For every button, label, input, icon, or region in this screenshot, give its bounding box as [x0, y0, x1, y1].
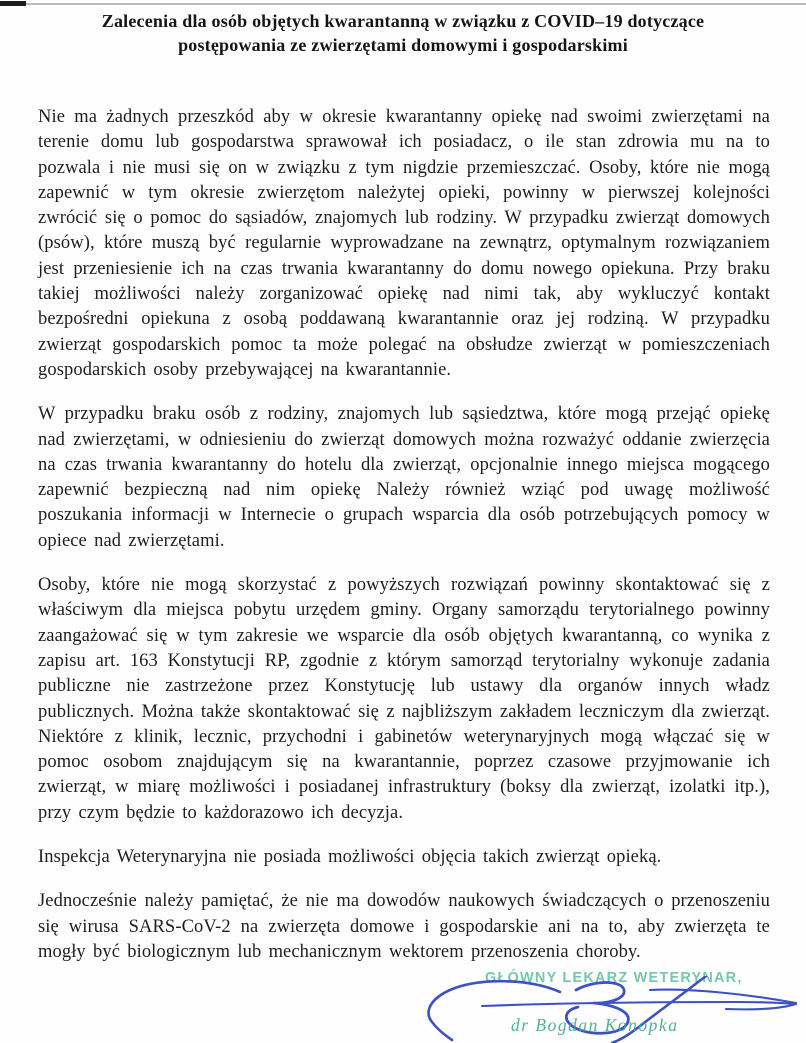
paragraph-1: Nie ma żadnych przeszkód aby w okresie kwarantanny opiekę nad swoimi zwierzętami na terenie domu lub gospodarstwa sprawował ich posiadacz, o ile stan zdrowia mu na to pozwala i nie musi się on w związku z tym nigdzie przemieszczać. Osoby, które nie mogą zapewnić w tym okresie zwierzętom należytej opieki, powinny w pierwszej kolejności zwrócić się o pomoc do sąsiadów, znajomych lub rodziny. W przypadku zwierząt domowych (psów), które muszą być regularnie wyprowadzane na zewnątrz, optymalnym rozwiązaniem jest przeniesienie ich na czas trwania kwarantanny do domu nowego opiekuna. Przy braku takiej możliwości należy zorganizować opiekę nad nimi tak, aby wykluczyć kontakt bezpośredni opiekuna z osobą poddawaną kwarantannie oraz jej rodziną. W przypadku zwierząt gospodarskich pomoc ta może polegać na obsłudze zwierząt w pomieszczeniach gospodarskich osoby przebywającej na kwarantannie. — [38, 107, 770, 380]
signature-block — [408, 968, 806, 1043]
document-title-line1: Zalecenia dla osób objętych kwarantanną w związku z COVID–19 dotyczące — [101, 11, 705, 31]
paragraph-2: W przypadku braku osób z rodziny, znajomych lub sąsiedztwa, które mogą przejąć opiekę nad zwierzętami, w odniesieniu do zwierząt domowych można rozważyć oddanie zwierzęcia na czas trwania kwarantanny do hotelu dla zwierząt, opcjonalnie innego miejsca mogącego zapewnić bezpieczną nad nim opiekę Należy również wziąć pod uwagę możliwość poszukania informacji w Internecie o grupach wsparcia dla osób potrzebujących pomocy w opiece nad zwierzętami. — [38, 404, 770, 551]
signature-stamp-title: GŁÓWNY LEKARZ WETERYNAR, — [485, 970, 743, 986]
scan-artifact-corner — [0, 1, 26, 6]
document-body — [0, 105, 806, 965]
paragraph-5: Jednocześnie należy pamiętać, że nie ma dowodów naukowych świadczących o przenoszeniu się wirusa SARS-CoV-2 na zwierzęta domowe i gospodarskie ani na to, aby zwierzęta te mogły być biologicznym lub mechanicznym wektorem przenoszenia choroby. — [38, 891, 770, 962]
scan-artifact-topline — [0, 3, 806, 5]
signatory-name: dr Bogdan Konopka — [511, 1015, 679, 1035]
document-title-line2: postępowania ze zwierzętami domowymi i gospodarskimi — [178, 35, 628, 55]
paragraph-3: Osoby, które nie mogą skorzystać z powyższych rozwiązań powinny skontaktować się z właściwym dla miejsca pobytu urzędem gminy. Organy samorządu terytorialnego powinny zaangażować się w tym zakresie we wsparcie dla osób objętych kwarantanną, co wynika z zapisu art. 163 Konstytucji RP, zgodnie z którym samorząd terytorialny wykonuje zadania publiczne nie zastrzeżone przez Konstytucję lub ustawy dla organów innych władz publicznych. Można także skontaktować się z najbliższym zakładem leczniczym dla zwierząt. Niektóre z klinik, lecznic, przychodni i gabinetów weterynaryjnych mogą włączać się w pomoc osobom znajdującym się na kwarantannie, poprzez czasowe przyjmowanie ich zwierząt, w miarę możliwości i posiadanej infrastruktury (boksy dla zwierząt, izolatki itp.), przy czym będzie to każdorazowo ich decyzja. — [38, 575, 770, 823]
paragraph-4: Inspekcja Weterynaryjna nie posiada możliwości objęcia takich zwierząt opieką. — [38, 847, 662, 868]
document-title — [0, 0, 806, 57]
